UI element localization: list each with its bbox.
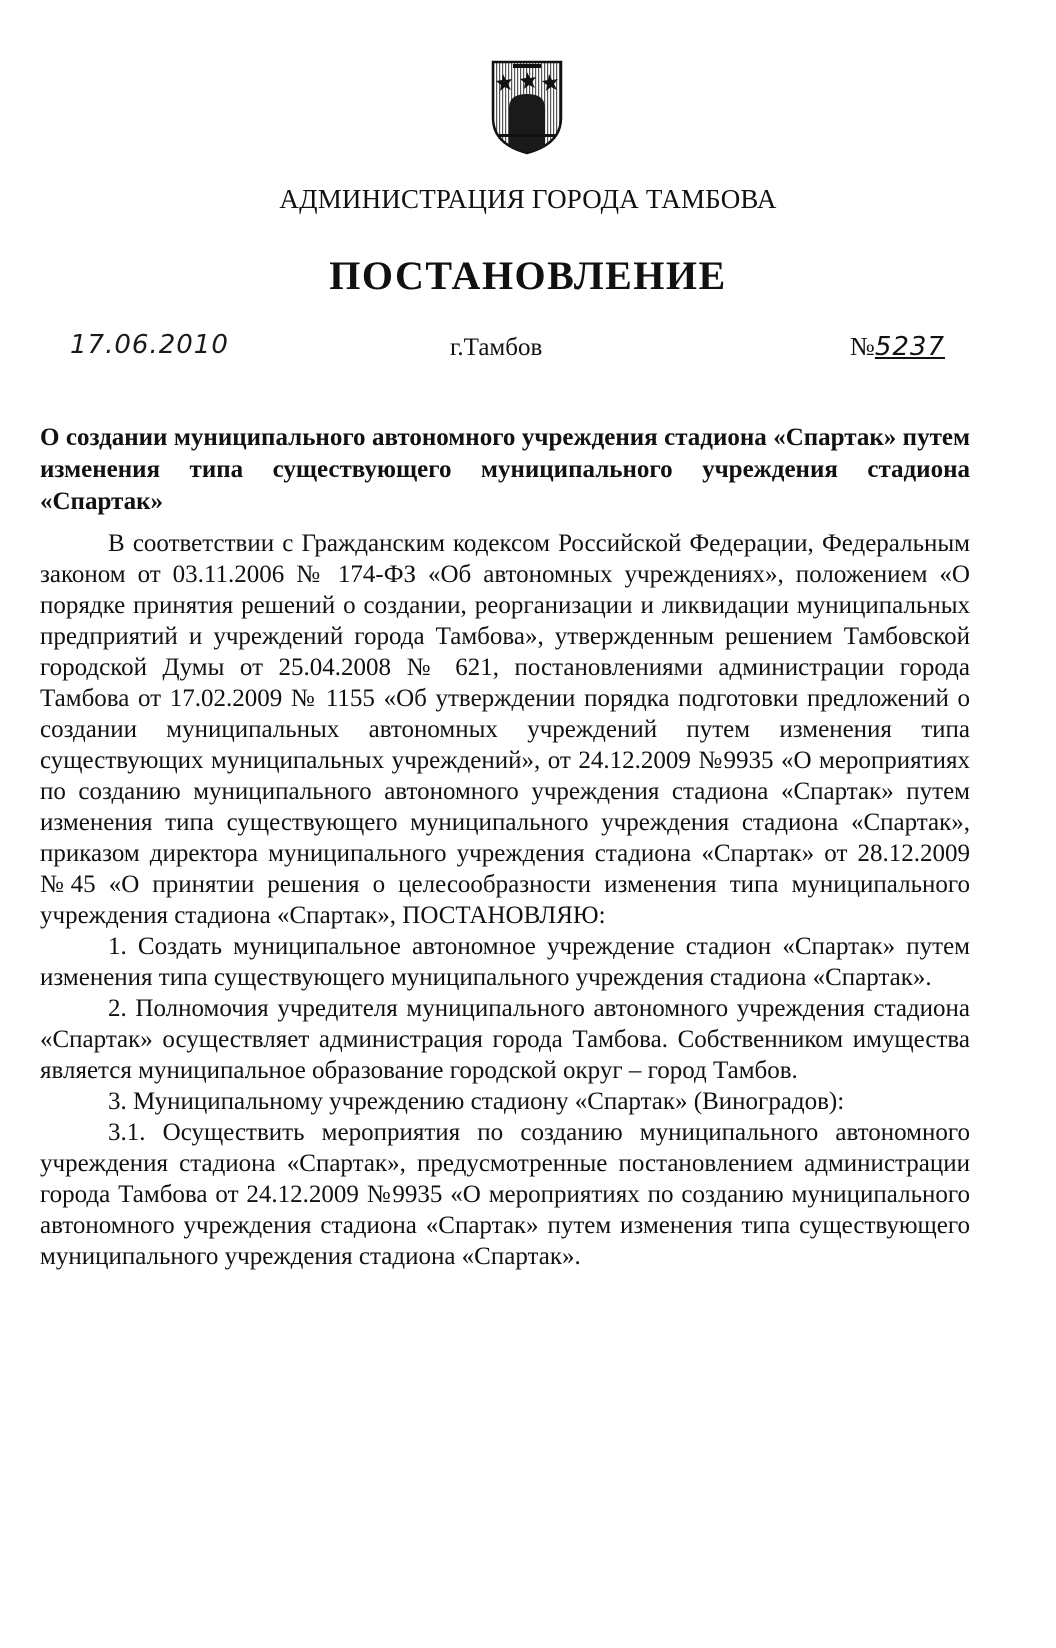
document-meta-row xyxy=(60,330,990,370)
body-paragraph-item-2: 2. Полномочия учредителя муниципального автономного учреждения стадиона «Спартак» осуществляет администрация города Тамбова. Собственником имущества является муниципальное образование городской округ – город Тамбов. xyxy=(40,995,970,1084)
document-type-title: ПОСТАНОВЛЕНИЕ xyxy=(329,253,727,298)
document-number-value: 5237 xyxy=(874,332,945,362)
body-paragraph-item-3: 3. Муниципальному учреждению стадиону «Спартак» (Виноградов): xyxy=(108,1088,845,1115)
document-date: 17.06.2010 xyxy=(70,330,229,360)
body-paragraph-item-3-1: 3.1. Осуществить мероприятия по созданию муниципального автономного учреждения стадиона «Спартак», предусмотренные постановлением администрации города Тамбова от 24.12.2009 №9935 «О мероприятиях по созданию муниципального автономного учреждения стадиона «Спартак» путем изменения типа существующего муниципального учреждения стадиона «Спартак». xyxy=(40,1119,970,1270)
document-number xyxy=(850,332,945,362)
organization-name: АДМИНИСТРАЦИЯ ГОРОДА ТАМБОВА xyxy=(279,184,777,214)
document-body xyxy=(40,528,970,1272)
document-city: г.Тамбов xyxy=(450,334,543,361)
document-number-prefix: № xyxy=(850,332,875,361)
body-paragraph-item-1: 1. Создать муниципальное автономное учреждение стадион «Спартак» путем изменения типа существующего муниципального учреждения стадиона «Спартак». xyxy=(40,933,970,991)
tambov-coat-of-arms-icon xyxy=(487,56,567,156)
body-paragraph-preamble: В соответствии с Гражданским кодексом Российской Федерации, Федеральным законом от 03.11.2006 № 174-ФЗ «Об автономных учреждениях», положением «О порядке принятия решений о создании, реорганизации и ликвидации муниципальных предприятий и учреждений города Тамбова», утвержденным решением Тамбовской городской Думы от 25.04.2008 № 621, постановлениями администрации города Тамбова от 17.02.2009 № 1155 «Об утверждении порядка подготовки предложений о создании муниципальных автономных учреждений путем изменения типа существующих муниципальных учреждений», от 24.12.2009 №9935 «О мероприятиях по созданию муниципального автономного учреждения стадиона «Спартак» путем изменения типа существующего муниципального учреждения стадиона «Спартак», приказом директора муниципального учреждения стадиона «Спартак» от 28.12.2009 №45 «О принятии решения о целесообразности изменения типа муниципального учреждения стадиона «Спартак», ПОСТАНОВЛЯЮ: xyxy=(40,530,970,929)
document-subject: О создании муниципального автономного учреждения стадиона «Спартак» путем изменения типа существующего муниципального учреждения стадиона «Спартак» xyxy=(40,424,970,515)
